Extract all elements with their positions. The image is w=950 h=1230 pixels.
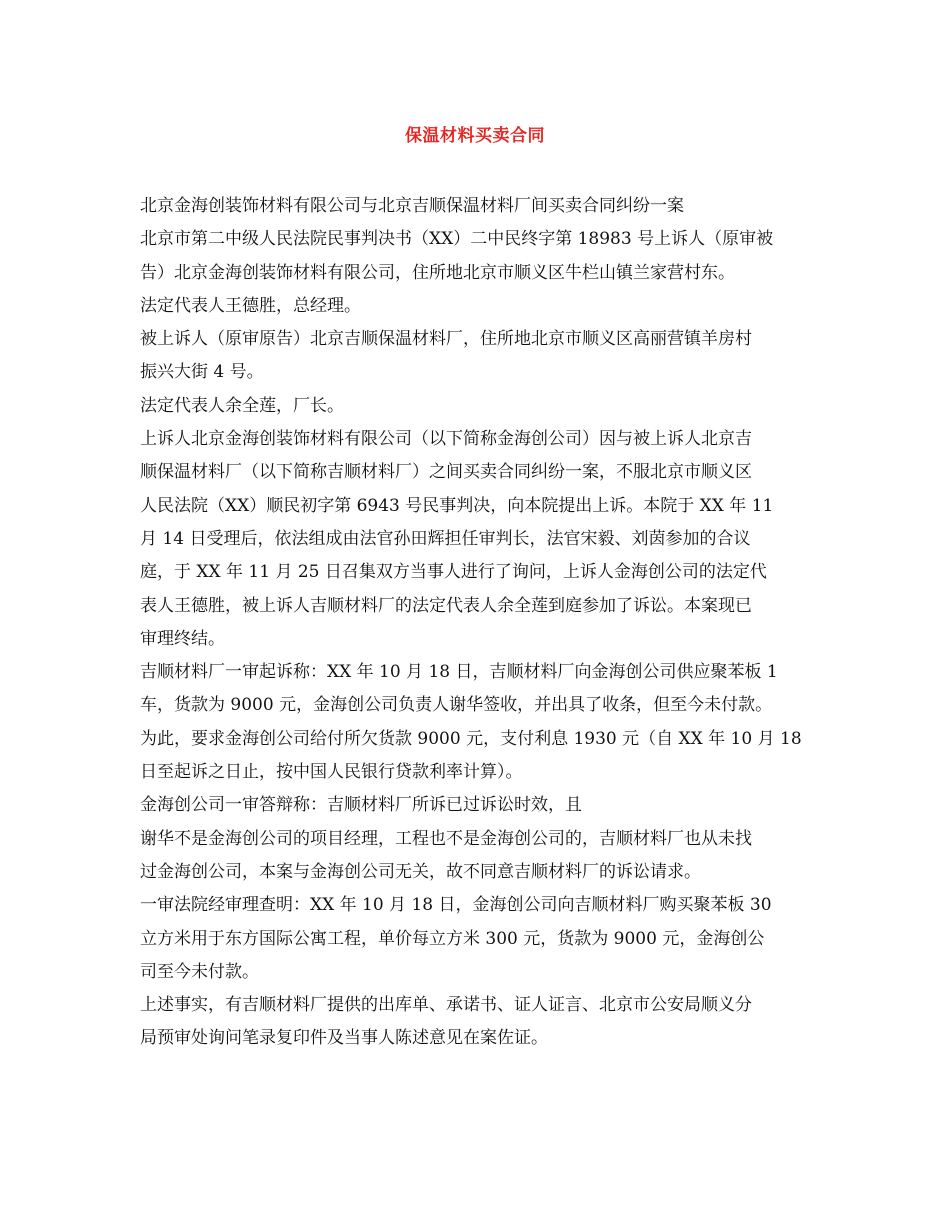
text-line: 庭，于 XX 年 11 月 25 日召集双方当事人进行了询问，上诉人金海创公司的法定代 [140, 562, 767, 583]
text-line: 告）北京金海创装饰材料有限公司，住所地北京市顺义区牛栏山镇兰家营村东。 [140, 262, 735, 283]
text-line: 谢华不是金海创公司的项目经理，工程也不是金海创公司的，吉顺材料厂也从未找 [140, 828, 752, 849]
text-line: 人民法院（XX）顺民初字第 6943 号民事判决，向本院提出上诉。本院于 XX 年 11 [140, 495, 774, 516]
text-line: 日至起诉之日止，按中国人民银行贷款利率计算）。 [140, 762, 523, 783]
text-line: 金海创公司一审答辩称：吉顺材料厂所诉已过诉讼时效，且 [140, 795, 582, 816]
document-body [140, 190, 830, 1056]
text-line: 振兴大街 4 号。 [140, 362, 264, 383]
text-line: 顺保温材料厂（以下简称吉顺材料厂）之间买卖合同纠纷一案，不服北京市顺义区 [140, 462, 752, 483]
text-line: 表人王德胜，被上诉人吉顺材料厂的法定代表人余全莲到庭参加了诉讼。本案现已 [140, 595, 752, 616]
text-line: 北京金海创装饰材料有限公司与北京吉顺保温材料厂间买卖合同纠纷一案 [140, 196, 684, 216]
text-line: 立方米用于东方国际公寓工程，单价每立方米 300 元，货款为 9000 元，金海创公 [140, 928, 765, 949]
text-line: 被上诉人（原审原告）北京吉顺保温材料厂，住所地北京市顺义区高丽营镇羊房村 [140, 329, 752, 350]
text-line: 法定代表人王德胜，总经理。 [140, 295, 361, 316]
document-title: 保温材料买卖合同 [405, 126, 545, 146]
text-line: 上诉人北京金海创装饰材料有限公司（以下简称金海创公司）因与被上诉人北京吉 [140, 429, 752, 450]
text-line: 法定代表人余全莲，厂长。 [140, 395, 344, 416]
text-line: 吉顺材料厂一审起诉称：XX 年 10 月 18 日，吉顺材料厂向金海创公司供应聚苯板 1 [140, 662, 778, 683]
text-line: 过金海创公司，本案与金海创公司无关，故不同意吉顺材料厂的诉讼请求。 [140, 861, 701, 882]
text-line: 北京市第二中级人民法院民事判决书（XX）二中民终字第 18983 号上诉人（原审被 [140, 229, 774, 250]
text-line: 司至今未付款。 [140, 961, 259, 982]
text-line: 月 14 日受理后，依法组成由法官孙田辉担任审判长，法官宋毅、刘茵参加的合议 [140, 528, 751, 549]
text-line: 上述事实，有吉顺材料厂提供的出库单、承诺书、证人证言、北京市公安局顺义分 [140, 995, 752, 1016]
text-line: 一审法院经审理查明：XX 年 10 月 18 日，金海创公司向吉顺材料厂购买聚苯板 30 [140, 895, 772, 916]
text-line: 局预审处询问笔录复印件及当事人陈述意见在案佐证。 [140, 1028, 548, 1049]
text-line: 车，货款为 9000 元，金海创公司负责人谢华签收，并出具了收条，但至今未付款。 [140, 695, 773, 716]
text-line: 为此，要求金海创公司给付所欠货款 9000 元，支付利息 1930 元（自 XX 年 10 月 18 [140, 728, 802, 749]
text-line: 审理终结。 [140, 628, 225, 649]
